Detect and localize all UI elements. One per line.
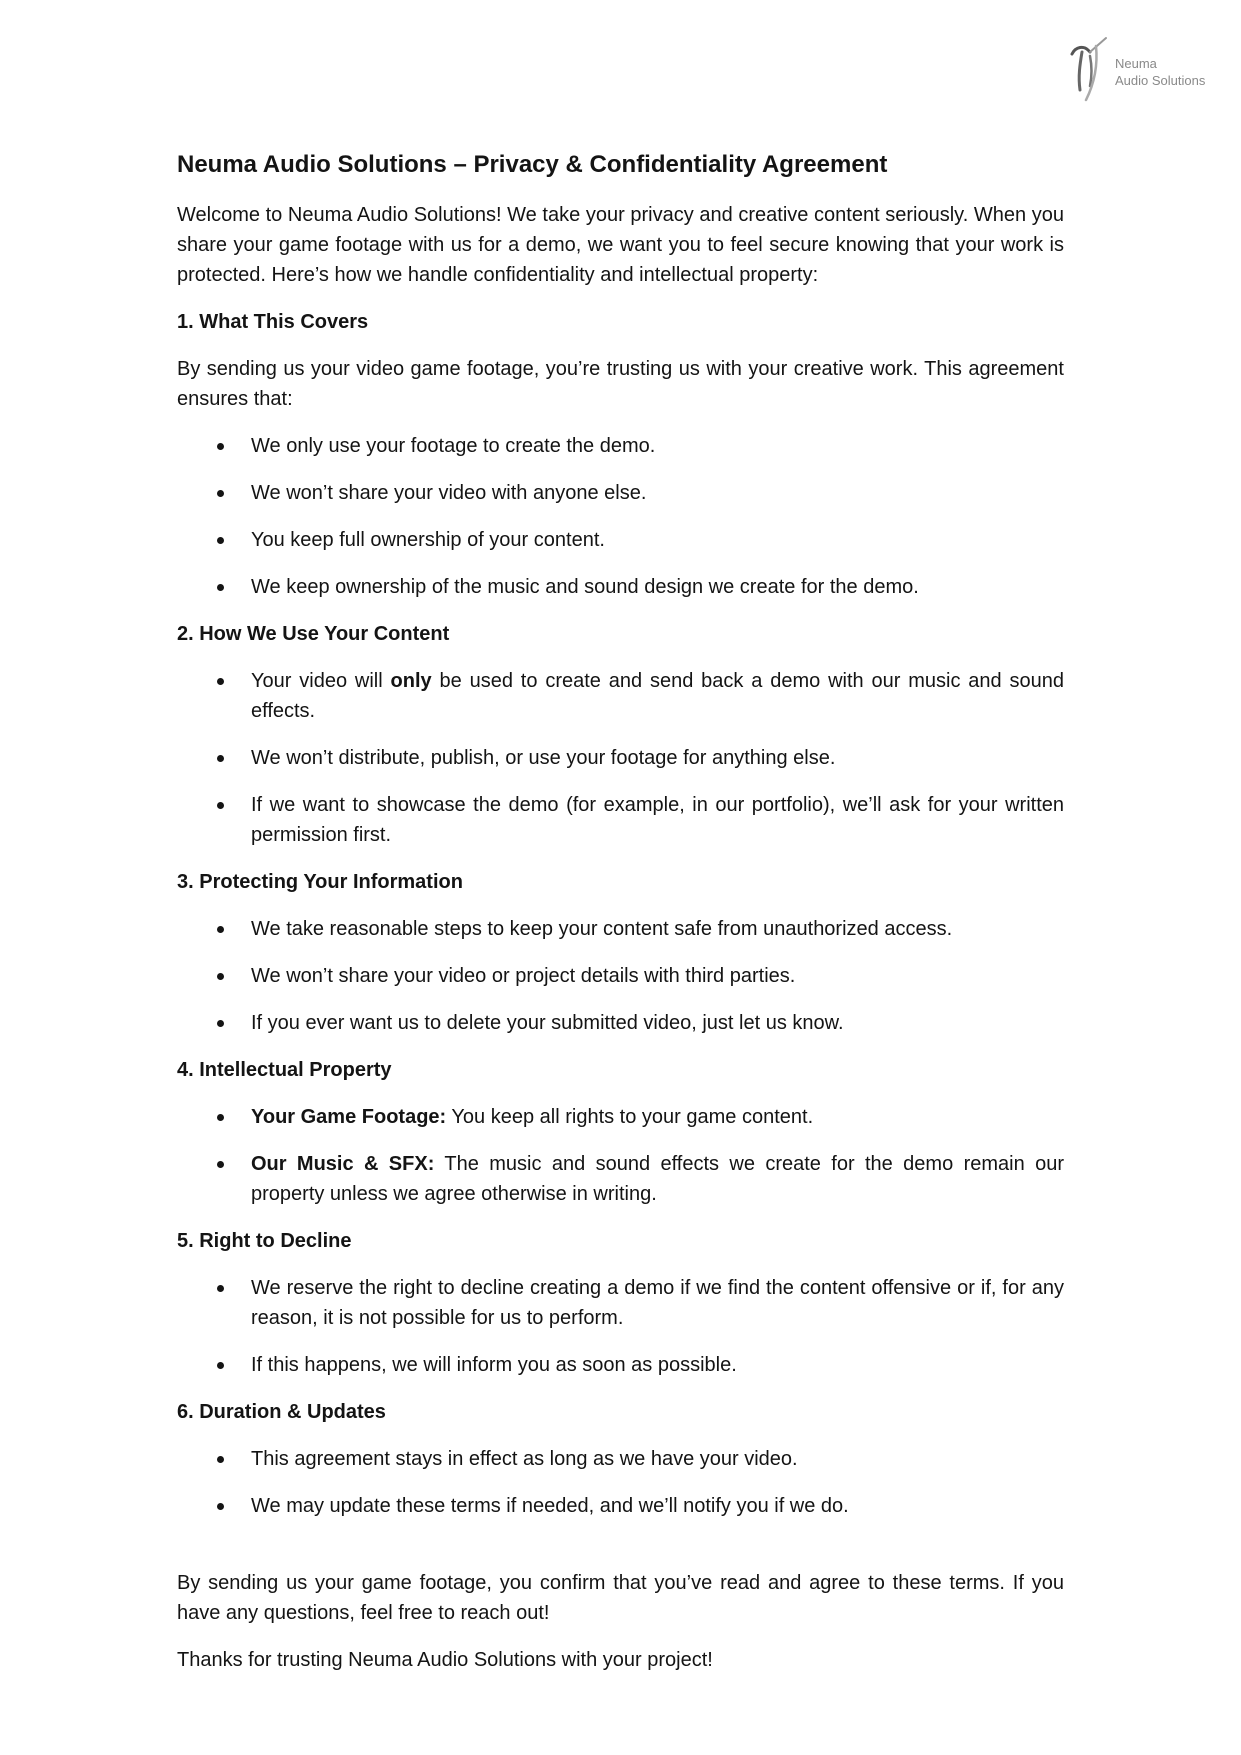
section-3-list [177,914,1064,1038]
logo-text-line1: Neuma [1115,56,1157,71]
section-6-heading: 6. Duration & Updates [177,1401,386,1423]
list-item: If this happens, we will inform you as soon as possible. [177,1350,1064,1380]
neuma-logo [1068,36,1228,106]
bullet-icon [217,443,224,450]
section-6-list [177,1444,1064,1521]
section-2-list [177,666,1064,850]
bullet-icon [217,1362,224,1369]
section-3-heading: 3. Protecting Your Information [177,871,463,893]
section-5-heading: 5. Right to Decline [177,1230,352,1252]
list-item: We only use your footage to create the demo. [177,431,1064,461]
bullet-icon [217,973,224,980]
bullet-icon [217,1456,224,1463]
neuma-logo-mark-icon [1068,36,1112,102]
page-title: Neuma Audio Solutions – Privacy & Confidentiality Agreement [177,151,888,178]
list-item: We take reasonable steps to keep your content safe from unauthorized access. [177,914,1064,944]
list-item: We won’t distribute, publish, or use your footage for anything else. [177,743,1064,773]
list-item: We won’t share your video with anyone else. [177,478,1064,508]
bullet-icon [217,490,224,497]
bullet-icon [217,537,224,544]
list-item: We keep ownership of the music and sound design we create for the demo. [177,572,1064,602]
bullet-icon [217,1020,224,1027]
list-item: We reserve the right to decline creating a demo if we find the content offensive or if, for any reason, it is not possible for us to perform. [177,1273,1064,1333]
bullet-icon [217,926,224,933]
closing-paragraph: By sending us your game footage, you confirm that you’ve read and agree to these terms. If you have any questions, feel free to reach out! [177,1572,1064,1624]
bullet-icon [217,1161,224,1168]
bullet-icon [217,678,224,685]
bullet-icon [217,1285,224,1292]
agreement-content [177,148,1064,1692]
logo-text-line2: Audio Solutions [1115,73,1206,88]
bullet-icon [217,755,224,762]
bullet-icon [217,1503,224,1510]
section-4-heading: 4. Intellectual Property [177,1059,392,1081]
bullet-icon [217,584,224,591]
list-item: If you ever want us to delete your submitted video, just let us know. [177,1008,1064,1038]
section-1-heading: 1. What This Covers [177,311,369,333]
section-4-list [177,1102,1064,1209]
list-item: You keep full ownership of your content. [177,525,1064,555]
section-1-text: By sending us your video game footage, you’re trusting us with your creative work. This agreement ensures that: [177,358,1064,410]
spacer [177,1538,1064,1568]
list-item: Our Music & SFX: The music and sound effects we create for the demo remain our property unless we agree otherwise in writing. [177,1149,1064,1209]
bullet-icon [217,1114,224,1121]
list-item: We may update these terms if needed, and we’ll notify you if we do. [177,1491,1064,1521]
section-5-list [177,1273,1064,1380]
list-item: This agreement stays in effect as long as we have your video. [177,1444,1064,1474]
section-2-heading: 2. How We Use Your Content [177,623,450,645]
list-item: If we want to showcase the demo (for example, in our portfolio), we’ll ask for your written permission first. [177,790,1064,850]
list-item: We won’t share your video or project details with third parties. [177,961,1064,991]
thanks-paragraph: Thanks for trusting Neuma Audio Solutions with your project! [177,1649,713,1671]
list-item: Your Game Footage: You keep all rights to your game content. [177,1102,1064,1132]
section-1-list [177,431,1064,602]
list-item: Your video will only be used to create and send back a demo with our music and sound effects. [177,666,1064,726]
intro-paragraph: Welcome to Neuma Audio Solutions! We take your privacy and creative content seriously. When you share your game footage with us for a demo, we want you to feel secure knowing that your work is protected. Here’s how we handle confidentiality and intellectual property: [177,204,1064,286]
bullet-icon [217,802,224,809]
